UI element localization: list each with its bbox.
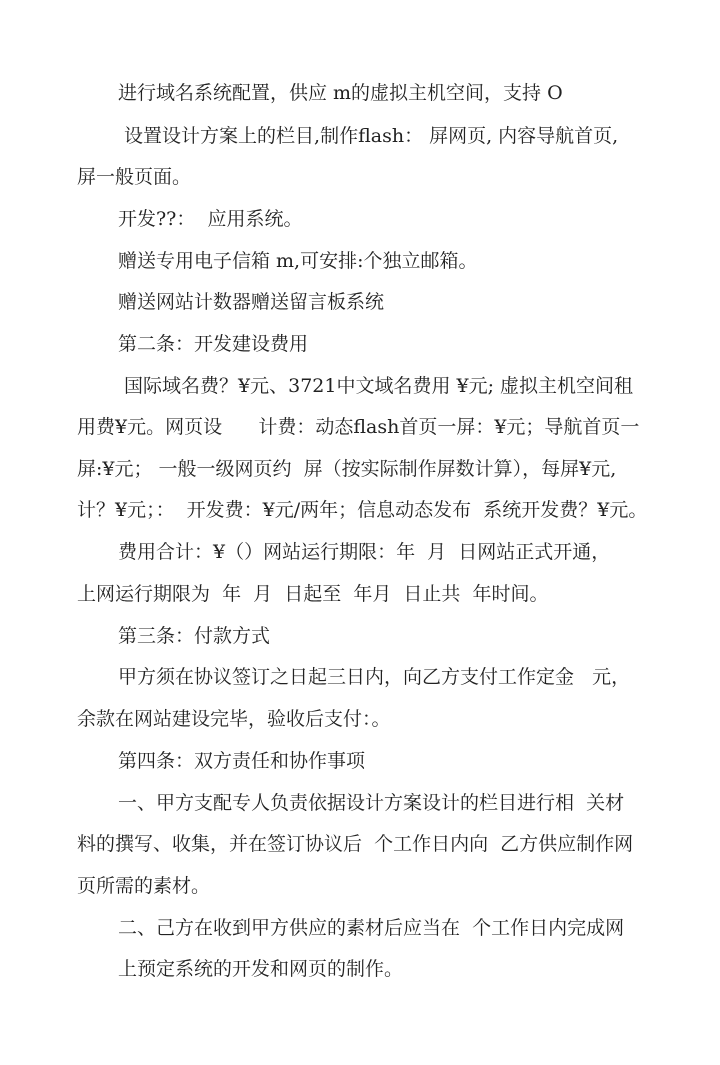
text-line: 料的撰写、收集，并在签订协议后 个工作日内向 乙方供应制作网 [77,833,634,855]
text-line: 页所需的素材。 [77,875,211,897]
text-line: 屏:¥元； 一般一级网页约 屏（按实际制作屏数计算），每屏¥元, [77,458,617,480]
text-line: 屏一般页面。 [77,166,192,188]
section-heading: 第二条：开发建设费用 [118,333,309,355]
text-line: 开发??： 应用系统。 [118,208,303,230]
text-line: 上预定系统的开发和网页的制作。 [118,958,404,980]
section-heading: 第三条：付款方式 [118,625,271,647]
text-line: 一、甲方支配专人负责依据设计方案设计的栏目进行相 关材 [118,792,625,814]
text-line: 甲方须在协议签订之日起三日内，向乙方支付工作定金 元， [118,666,631,688]
text-line: 国际域名费？¥元、3721中文域名费用 ¥元; 虚拟主机空间租 [118,375,634,397]
text-line: 上网运行期限为 年 月 日起至 年月 日止共 年时间。 [77,583,549,605]
text-line: 用费¥元。网页设 计费：动态flash首页一屏：¥元；导航首页一 [77,416,640,438]
text-line: 余款在网站建设完毕，验收后支付：。 [77,708,391,730]
section-heading: 第四条：双方责任和协作事项 [118,750,366,772]
text-line: 赠送网站计数器赠送留言板系统 [118,291,385,313]
text-line: 计？¥元；： 开发费：¥元/两年；信息动态发布 系统开发费？¥元。 [77,499,648,521]
text-line: 设置设计方案上的栏目,制作flash： 屏网页, 内容导航首页, [118,125,619,147]
text-line: 费用合计：¥（）网站运行期限：年 月 日网站正式开通， [118,541,611,563]
text-line: 二、己方在收到甲方供应的素材后应当在 个工作日内完成网 [118,917,625,939]
text-line: 赠送专用电子信箱 m,可安排:个独立邮箱。 [118,250,478,272]
text-line: 进行域名系统配置，供应 m的虚拟主机空间，支持 O [118,82,563,104]
